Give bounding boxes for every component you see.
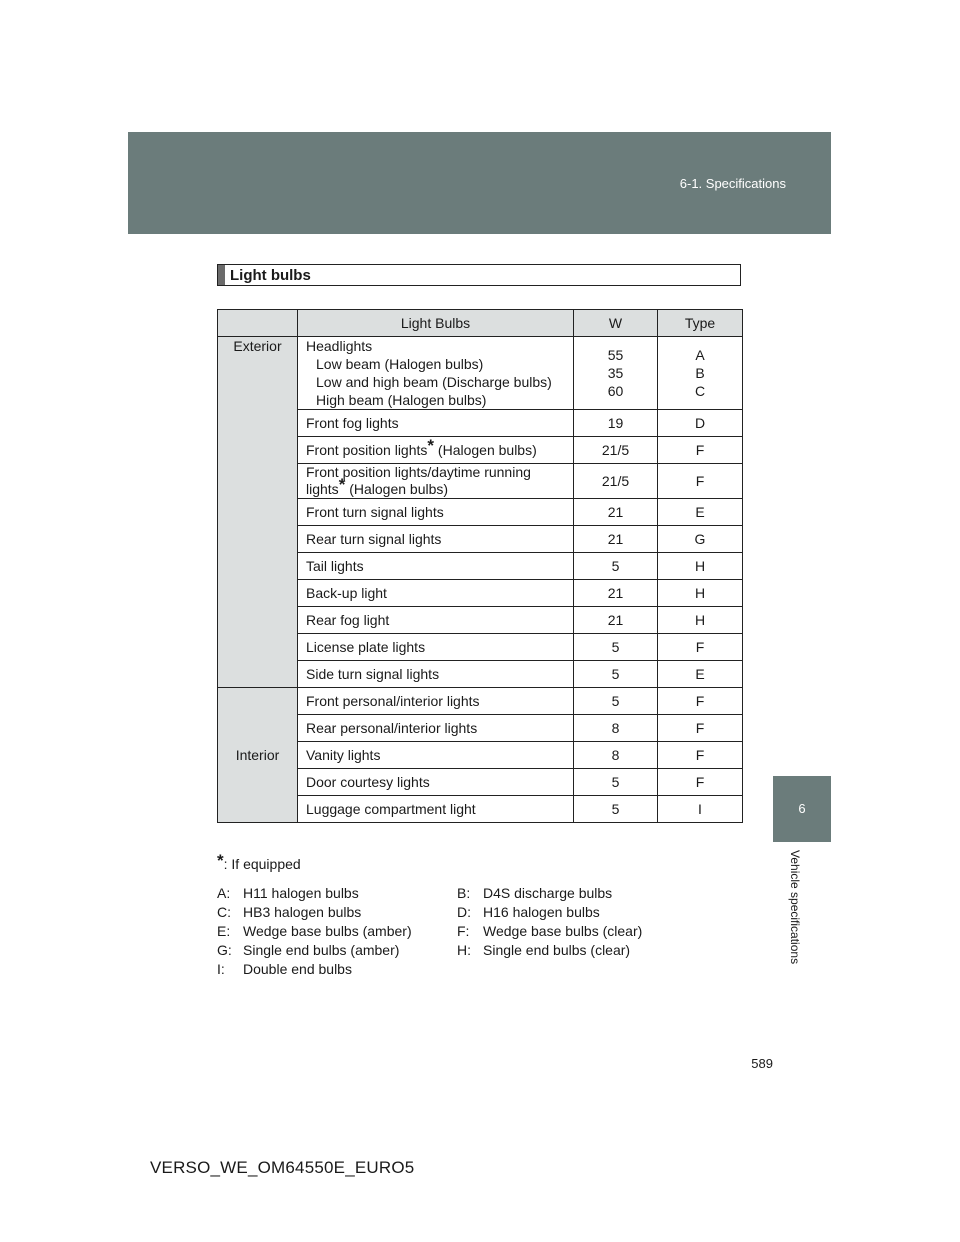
cell-w: 5: [574, 688, 658, 715]
cell-label-text: Front position lights: [306, 442, 428, 458]
table-row: [218, 688, 743, 715]
list-item: [457, 941, 677, 960]
header-band: [128, 132, 831, 234]
asterisk-icon: *: [427, 436, 435, 455]
legend-text: Wedge base bulbs (amber): [243, 923, 412, 939]
cell-type: G: [658, 526, 743, 553]
cell-type: F: [658, 769, 743, 796]
headlights-sub-label: High beam (Halogen bulbs): [316, 392, 487, 408]
light-bulbs-table: [217, 309, 743, 823]
header-light-bulbs: Light Bulbs: [298, 310, 574, 337]
cell-w: 5: [574, 634, 658, 661]
cell-type: F: [658, 437, 743, 464]
cell-label: Rear personal/interior lights: [298, 715, 574, 742]
headlights-w-cell: [574, 337, 658, 410]
headlights-sub-label: Low and high beam (Discharge bulbs): [316, 374, 552, 390]
page-number: 589: [751, 1056, 773, 1071]
cell-w: 21: [574, 580, 658, 607]
cell-label: Back-up light: [298, 580, 574, 607]
cell-label: Vanity lights: [298, 742, 574, 769]
cell-label: Rear turn signal lights: [298, 526, 574, 553]
legend-key: F:: [457, 923, 470, 939]
headlights-title: Headlights: [306, 338, 373, 354]
cell-label: Luggage compartment light: [298, 796, 574, 823]
chapter-tab: 6: [773, 776, 831, 842]
chapter-side-label: [786, 850, 802, 986]
asterisk-icon: *: [217, 851, 224, 870]
section-title: [217, 264, 741, 286]
legend-text: HB3 halogen bulbs: [243, 904, 362, 920]
cell-type: F: [658, 464, 743, 499]
cell-type: D: [658, 410, 743, 437]
cell-type: E: [658, 499, 743, 526]
list-item: [457, 884, 677, 903]
cell-w: 5: [574, 769, 658, 796]
section-title-text: Light bulbs: [230, 267, 311, 284]
section-label: 6-1. Specifications: [679, 176, 786, 191]
group-interior: Interior: [218, 688, 298, 823]
cell-w: 21/5: [574, 437, 658, 464]
legend-text: Double end bulbs: [243, 961, 352, 977]
cell-label: [298, 464, 574, 499]
cell-label: Tail lights: [298, 553, 574, 580]
list-item: [217, 941, 457, 960]
list-item: [457, 903, 677, 922]
cell-type: E: [658, 661, 743, 688]
cell-w: 55: [607, 347, 624, 363]
legend-key: D:: [457, 904, 471, 920]
legend-text: Single end bulbs (clear): [483, 942, 631, 958]
cell-label-suffix: (Halogen bulbs): [434, 442, 537, 458]
chapter-side-label-text: Vehicle specifications: [788, 850, 802, 965]
cell-w: 5: [574, 661, 658, 688]
cell-w: 5: [574, 796, 658, 823]
cell-label: Rear fog light: [298, 607, 574, 634]
headlights-sub-label: Low beam (Halogen bulbs): [316, 356, 484, 372]
legend-text: Wedge base bulbs (clear): [483, 923, 643, 939]
cell-type: I: [658, 796, 743, 823]
cell-w: 60: [607, 383, 624, 399]
legend-key: I:: [217, 961, 225, 977]
footnote: [217, 851, 301, 872]
cell-w: 21/5: [574, 464, 658, 499]
header-type: Type: [658, 310, 743, 337]
legend-key: G:: [217, 942, 232, 958]
legend-text: H11 halogen bulbs: [243, 885, 359, 901]
list-item: [457, 922, 677, 941]
document-id: VERSO_WE_OM64550E_EURO5: [150, 1158, 415, 1177]
cell-type: B: [695, 365, 705, 381]
list-item: [217, 884, 457, 903]
cell-type: H: [658, 580, 743, 607]
cell-type: F: [658, 742, 743, 769]
cell-type: A: [695, 347, 705, 363]
cell-label: Front turn signal lights: [298, 499, 574, 526]
list-item: [217, 903, 457, 922]
cell-w: 8: [574, 715, 658, 742]
cell-label-text: Front position lights/daytime running lights: [306, 464, 531, 497]
cell-type: F: [658, 634, 743, 661]
cell-type: H: [658, 607, 743, 634]
legend-text: D4S discharge bulbs: [483, 885, 613, 901]
headlights-type-cell: [658, 337, 743, 410]
legend-text: H16 halogen bulbs: [483, 904, 600, 920]
list-item: [217, 922, 457, 941]
cell-w: 21: [574, 526, 658, 553]
asterisk-icon: *: [338, 475, 346, 494]
legend-key: B:: [457, 885, 471, 901]
section-title-bar: [218, 265, 225, 285]
legend-key: H:: [457, 942, 471, 958]
cell-w: 8: [574, 742, 658, 769]
headlights-cell: [298, 337, 574, 410]
cell-label: [298, 437, 574, 464]
cell-w: 21: [574, 607, 658, 634]
legend-key: A:: [217, 885, 231, 901]
legend-text: Single end bulbs (amber): [243, 942, 400, 958]
cell-label: Door courtesy lights: [298, 769, 574, 796]
header-w: W: [574, 310, 658, 337]
cell-w: 35: [607, 365, 624, 381]
bulb-type-legend: [217, 884, 677, 979]
cell-type: F: [658, 715, 743, 742]
cell-type: F: [658, 688, 743, 715]
cell-label: Front personal/interior lights: [298, 688, 574, 715]
legend-key: E:: [217, 923, 231, 939]
table-header-row: [218, 310, 743, 337]
header-group: [218, 310, 298, 337]
footnote-text: : If equipped: [223, 856, 301, 872]
cell-w: 21: [574, 499, 658, 526]
list-item: [217, 960, 457, 979]
cell-type: C: [694, 383, 706, 399]
cell-w: 19: [574, 410, 658, 437]
cell-w: 5: [574, 553, 658, 580]
cell-label: License plate lights: [298, 634, 574, 661]
legend-key: C:: [217, 904, 231, 920]
cell-label: Front fog lights: [298, 410, 574, 437]
cell-type: H: [658, 553, 743, 580]
table-row: [218, 337, 743, 410]
group-exterior: Exterior: [218, 337, 298, 688]
cell-label-suffix: (Halogen bulbs): [345, 481, 449, 497]
cell-label: Side turn signal lights: [298, 661, 574, 688]
